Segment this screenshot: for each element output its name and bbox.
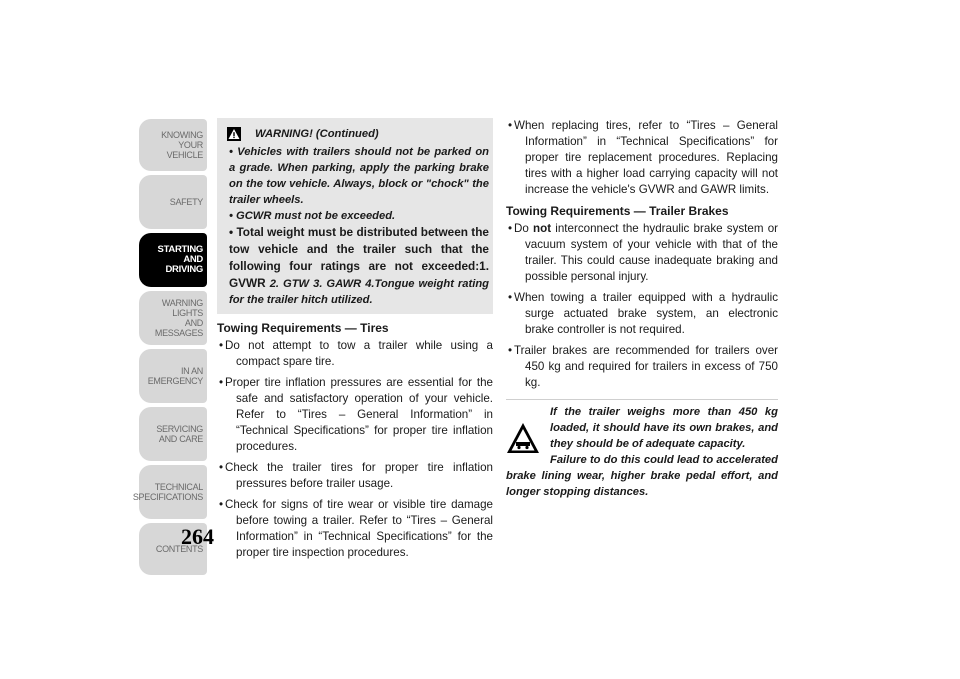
list-item: • Do not interconnect the hydraulic brake system or vacuum system of your vehicle with that of the trailer. This could cause inadequate braking and possible personal injury.	[506, 221, 778, 285]
page-number: 264	[181, 524, 214, 549]
tires-heading: Towing Requirements — Tires	[217, 321, 389, 335]
warning-header	[221, 126, 489, 142]
warning-title: WARNING! (Continued)	[255, 128, 379, 140]
tires-list	[217, 338, 493, 561]
caution-rest: Failure to do this could lead to accelerated brake lining wear, higher brake pedal effort, and longer stopping distances.	[506, 454, 778, 498]
tab-starting-and-driving[interactable]: STARTING AND DRIVING	[139, 233, 207, 287]
caution-lead: If the trailer weighs more than 450 kg loaded, it should have its own brakes, and they should be of adequate capacity.	[550, 406, 778, 450]
list-item: • Check for signs of tire wear or visible tire damage before towing a trailer. Refer to “Tires – General Information” in “Technical Specifications” for the proper tire inspection procedures.	[217, 497, 493, 561]
list-item: • Proper tire inflation pressures are essential for the safe and satisfactory operation of your vehicle. Refer to “Tires – General Information” in “Technical Specifications” for proper tire inflation procedures.	[217, 375, 493, 455]
list-item: • Check the trailer tires for proper tire inflation pressures before trailer usage.	[217, 460, 493, 492]
chapter-sidebar	[132, 119, 207, 579]
warning-bullet-weight	[221, 224, 489, 308]
brakes-list	[506, 221, 778, 391]
left-column	[217, 118, 493, 566]
warning-bullet-gcwr: • GCWR must not be exceeded.	[229, 210, 396, 222]
warning-triangle-icon	[227, 127, 241, 141]
tab-in-an-emergency[interactable]: IN AN EMERGENCY	[139, 349, 207, 403]
tab-servicing-and-care[interactable]: SERVICING AND CARE	[139, 407, 207, 461]
warning-bullet-weight-rest: 2. GTW 3. GAWR 4.Tongue weight rating for the trailer hitch utilized.	[229, 278, 489, 306]
trailer-caution-icon	[506, 422, 540, 454]
list-item: • When towing a trailer equipped with a hydraulic surge actuated brake system, an electronic brake controller is not required.	[506, 290, 778, 338]
tab-warning-lights-and-messages[interactable]: WARNING LIGHTS AND MESSAGES	[139, 291, 207, 345]
tab-safety[interactable]: SAFETY	[139, 175, 207, 229]
caution-note	[506, 399, 778, 500]
right-column	[506, 118, 778, 500]
trailer-brakes-heading: Towing Requirements — Trailer Brakes	[506, 204, 729, 218]
list-item: • When replacing tires, refer to “Tires – General Information” in “Technical Specifications” for proper tire replacement procedures. Replacing tires with a higher load carrying capacity will not increase the vehicle's GVWR and GAWR limits.	[506, 118, 778, 198]
tab-contents[interactable]: CONTENTS	[139, 523, 207, 575]
tab-technical-specifications[interactable]: TECHNICAL SPECIFICATIONS	[139, 465, 207, 519]
warning-bullet-parking: • Vehicles with trailers should not be parked on a grade. When parking, apply the parking brake on the tow vehicle. Always, block or "chock" the trailer wheels.	[229, 146, 489, 206]
warning-box	[217, 118, 493, 314]
list-item: • Do not attempt to tow a trailer while using a compact spare tire.	[217, 338, 493, 370]
tab-knowing-your-vehicle[interactable]: KNOWING YOUR VEHICLE	[139, 119, 207, 171]
list-item: • Trailer brakes are recommended for trailers over 450 kg and required for trailers in excess of 750 kg.	[506, 343, 778, 391]
replacing-list	[506, 118, 778, 198]
warning-bullet-weight-strong: • Total weight must be distributed between the tow vehicle and the trailer such that the following four ratings are not exceeded:1. GVWR	[229, 225, 489, 290]
